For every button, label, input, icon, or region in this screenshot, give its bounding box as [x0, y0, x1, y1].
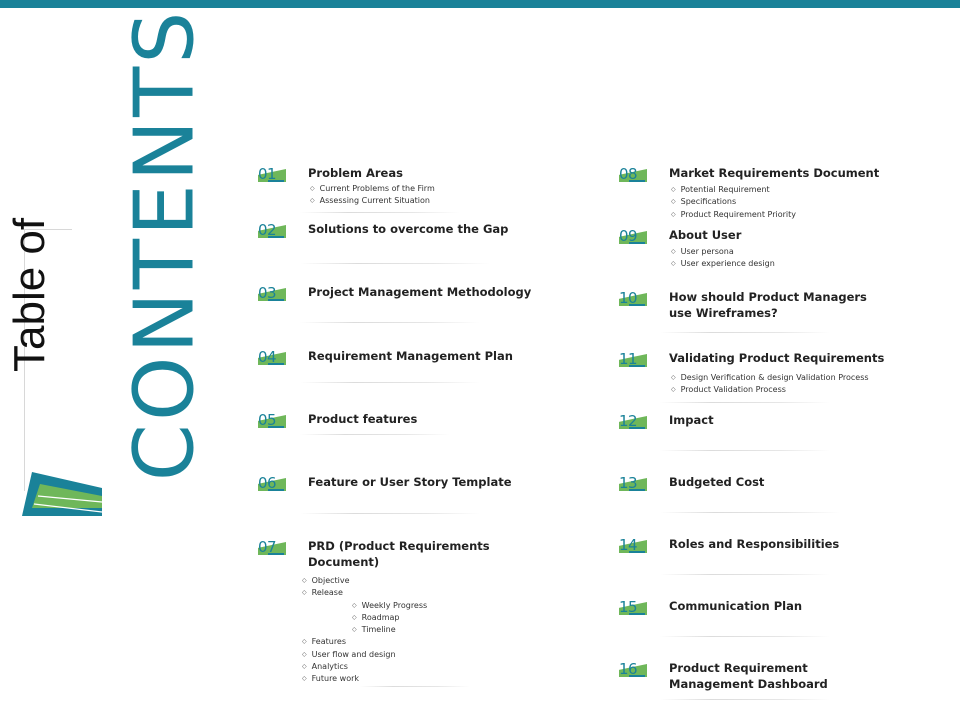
bullet-item: ◇ User persona	[671, 246, 775, 258]
bullet-item: ◇ User experience design	[671, 258, 775, 270]
entry-heading-line: Product Requirement	[669, 661, 808, 675]
number-badge: 15	[619, 598, 649, 618]
entry-heading: About User	[669, 228, 742, 242]
number-badge: 02	[258, 221, 288, 241]
entry-heading: Requirement Management Plan	[308, 349, 513, 363]
entry-heading	[669, 660, 828, 692]
number-badge: 03	[258, 284, 288, 304]
title-contents: CONTENTS	[117, 8, 213, 482]
entry-heading	[669, 289, 867, 321]
bullet-item: ◇ Features	[302, 636, 427, 648]
bullet-item: ◇ Design Verification & design Validation Process	[671, 372, 869, 384]
divider	[660, 699, 830, 700]
number-badge: 04	[258, 348, 288, 368]
bullet-item: ◇ Product Validation Process	[671, 384, 869, 396]
bullet-item: ◇ Objective	[302, 575, 427, 587]
entry-heading-line: Management Dashboard	[669, 677, 828, 691]
number-badge: 11	[619, 350, 649, 370]
entry-heading: Project Management Methodology	[308, 285, 532, 299]
bullet-list	[302, 575, 427, 686]
bullet-item: ◇ Specifications	[671, 196, 796, 208]
number-badge: 07	[258, 538, 288, 558]
sub-bullet-item: ◇ Weekly Progress	[352, 600, 427, 612]
divider	[300, 322, 480, 323]
divider	[660, 636, 830, 637]
number-badge: 12	[619, 412, 649, 432]
entry-heading-line: How should Product Managers	[669, 290, 867, 304]
bullet-item: ◇ Release	[302, 587, 427, 599]
bullet-item: ◇ Current Problems of the Firm	[310, 183, 435, 195]
entry-heading: Feature or User Story Template	[308, 475, 512, 489]
entry-heading: Solutions to overcome the Gap	[308, 222, 509, 236]
divider	[300, 263, 490, 264]
number-badge: 08	[619, 165, 649, 185]
decorative-stripes	[22, 466, 102, 518]
sub-bullet-item: ◇ Timeline	[352, 624, 427, 636]
divider	[300, 382, 480, 383]
top-accent-bar	[0, 0, 960, 8]
number-badge: 01	[258, 165, 288, 185]
entry-heading: Validating Product Requirements	[669, 351, 885, 365]
entry-heading: Roles and Responsibilities	[669, 537, 840, 551]
sub-bullet-item: ◇ Roadmap	[352, 612, 427, 624]
divider	[660, 402, 830, 403]
bullet-item: ◇ Analytics	[302, 661, 427, 673]
entry-heading-line: Document)	[308, 555, 380, 569]
number-badge: 05	[258, 411, 288, 431]
divider	[660, 332, 830, 333]
bullet-list	[671, 246, 775, 271]
entry-heading: Market Requirements Document	[669, 166, 880, 180]
number-badge: 06	[258, 474, 288, 494]
divider	[660, 574, 830, 575]
divider	[300, 513, 480, 514]
number-badge: 14	[619, 536, 649, 556]
entry-heading: Product features	[308, 412, 418, 426]
bullet-list	[310, 183, 435, 208]
entry-heading-line: use Wireframes?	[669, 306, 778, 320]
bullet-item: ◇ Assessing Current Situation	[310, 195, 435, 207]
entry-heading: Problem Areas	[308, 166, 403, 180]
entry-heading-line: PRD (Product Requirements	[308, 539, 490, 553]
entry-heading	[308, 538, 490, 570]
bullet-item: ◇ Future work	[302, 673, 427, 685]
number-badge: 10	[619, 289, 649, 309]
bullet-item: ◇ Product Requirement Priority	[671, 209, 796, 221]
divider	[360, 686, 470, 687]
divider	[300, 434, 450, 435]
entry-heading: Communication Plan	[669, 599, 803, 613]
number-badge: 16	[619, 660, 649, 680]
number-badge: 09	[619, 227, 649, 247]
divider	[660, 512, 840, 513]
bullet-item: ◇ User flow and design	[302, 649, 427, 661]
entry-heading: Impact	[669, 413, 714, 427]
bullet-list	[671, 184, 796, 221]
bullet-list	[671, 372, 869, 397]
divider	[300, 212, 460, 213]
divider	[660, 450, 830, 451]
bullet-item: ◇ Potential Requirement	[671, 184, 796, 196]
entry-heading: Budgeted Cost	[669, 475, 765, 489]
title-table-of: Table of	[4, 217, 54, 372]
number-badge: 13	[619, 474, 649, 494]
